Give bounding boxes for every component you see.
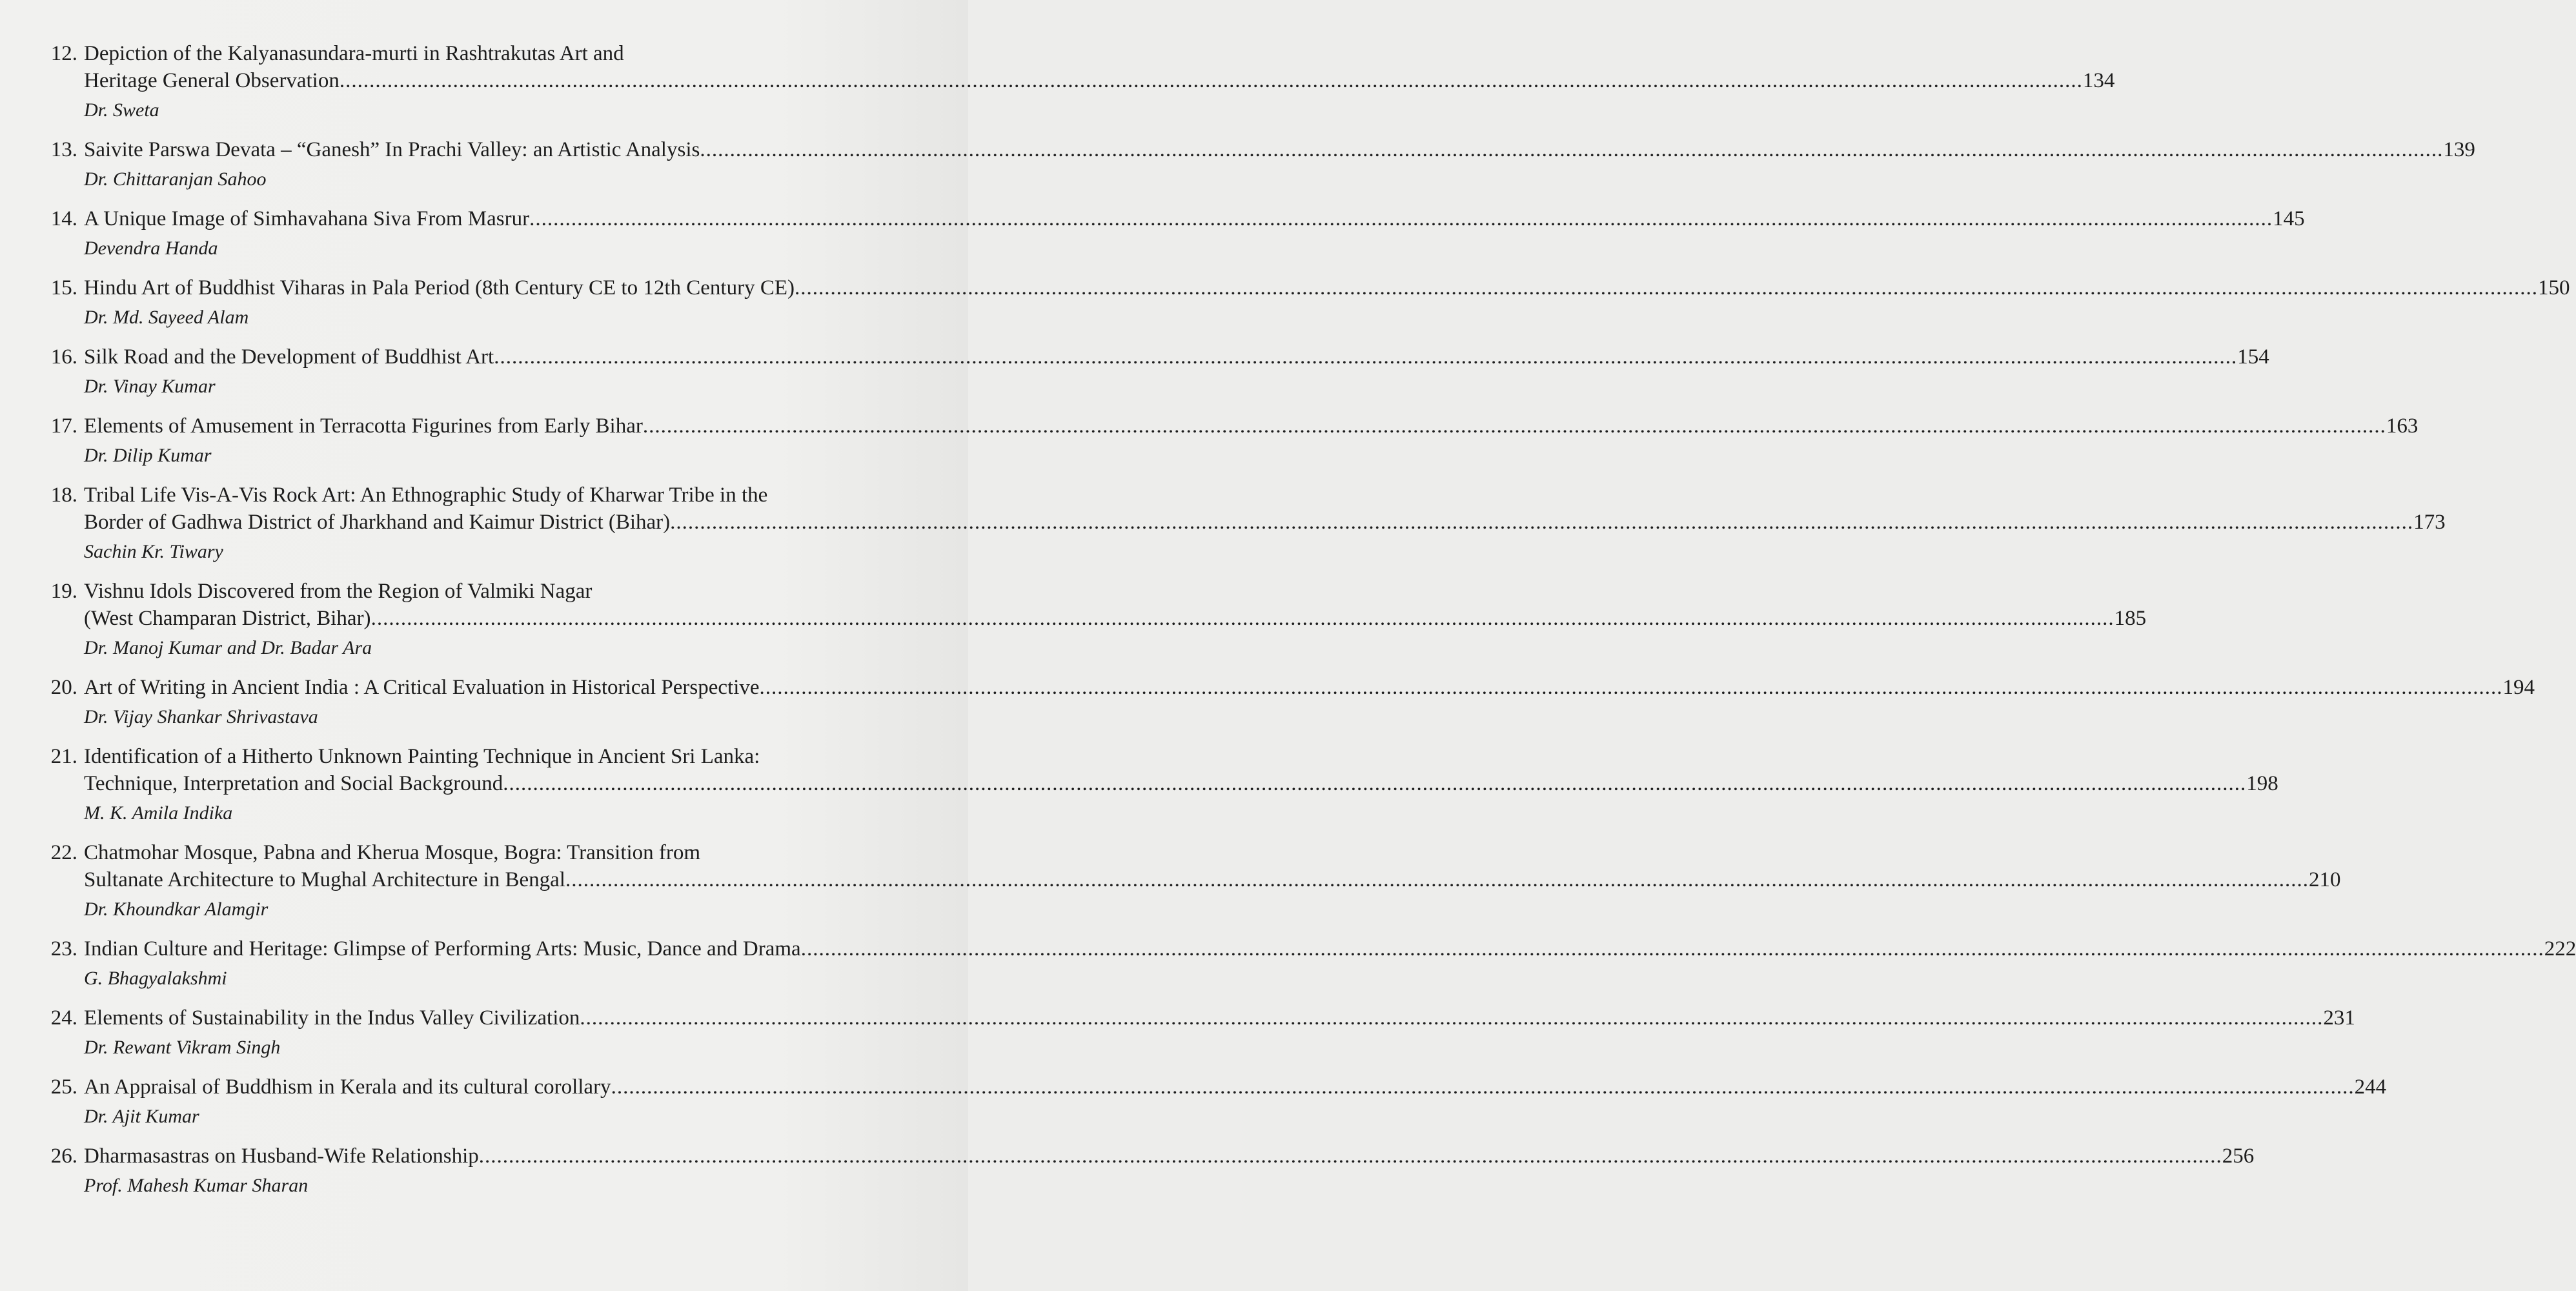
entry-title-last-line <box>84 605 2146 632</box>
entry-body <box>84 40 2115 123</box>
entry-body <box>84 1073 2386 1129</box>
toc-entry <box>37 743 2278 826</box>
entry-body <box>84 482 2446 564</box>
page-number: 198 <box>2246 772 2278 795</box>
entry-title-text: Indian Culture and Heritage: Glimpse of Performing Arts: Music, Dance and Drama <box>84 937 801 961</box>
entry-body <box>84 839 2340 922</box>
entry-author: Dr. Vinay Kumar <box>84 376 216 397</box>
entry-author: Dr. Manoj Kumar and Dr. Badar Ara <box>84 637 372 658</box>
entry-body <box>84 274 2570 330</box>
table-of-contents <box>37 40 2576 1212</box>
toc-entry <box>37 136 2475 192</box>
toc-entry <box>37 482 2446 564</box>
entry-body <box>84 743 2278 826</box>
page-number: 139 <box>2443 138 2475 161</box>
entry-title-text: (West Champaran District, Bihar) <box>84 607 371 630</box>
entry-title-last-line <box>84 509 2446 536</box>
entry-body <box>84 343 2269 399</box>
toc-entry <box>37 205 2305 261</box>
entry-body <box>84 205 2305 261</box>
toc-entry <box>37 1073 2387 1129</box>
entry-title-last-line <box>84 674 2535 701</box>
entry-author: G. Bhagyalakshmi <box>84 968 227 989</box>
entry-number: 22. <box>50 841 77 864</box>
page-number: 134 <box>2082 69 2115 92</box>
entry-number: 12. <box>50 42 77 65</box>
entry-title-text: Silk Road and the Development of Buddhist Art <box>84 345 494 369</box>
entry-title-text: Art of Writing in Ancient India : A Critical Evaluation in Historical Perspective <box>84 676 760 699</box>
entry-body <box>84 412 2418 468</box>
toc-entry <box>37 40 2115 123</box>
entry-author: Dr. Dilip Kumar <box>84 445 212 466</box>
entry-number: 21. <box>50 745 77 768</box>
entry-number: 23. <box>50 937 77 961</box>
page-number: 210 <box>2308 868 2341 891</box>
toc-entry <box>37 1004 2355 1060</box>
toc-entry <box>37 674 2535 729</box>
entry-number: 25. <box>50 1075 77 1099</box>
dot-leader <box>479 1143 2222 1170</box>
entry-number: 16. <box>50 345 77 369</box>
entry-number: 24. <box>50 1006 77 1030</box>
entry-title-line: Chatmohar Mosque, Pabna and Kherua Mosque, Bogra: Transition from <box>84 841 701 864</box>
toc-entry <box>37 274 2570 330</box>
page-number: 145 <box>2273 207 2305 230</box>
toc-entry <box>37 839 2341 922</box>
entry-title-line: Tribal Life Vis-A-Vis Rock Art: An Ethnographic Study of Kharwar Tribe in the <box>84 483 768 507</box>
entry-title-last-line <box>84 1004 2355 1032</box>
entry-author: Dr. Sweta <box>84 99 159 121</box>
entry-title-text: A Unique Image of Simhavahana Siva From Masrur <box>84 207 530 230</box>
entry-author: Dr. Md. Sayeed Alam <box>84 307 249 328</box>
entry-title-text: An Appraisal of Buddhism in Kerala and its cultural corollary <box>84 1075 611 1099</box>
entry-author: Prof. Mahesh Kumar Sharan <box>84 1175 309 1196</box>
entry-title-text: Heritage General Observation <box>84 69 340 92</box>
dot-leader <box>795 274 2538 301</box>
entry-author: Dr. Khoundkar Alamgir <box>84 899 269 920</box>
entry-number: 15. <box>50 276 77 300</box>
page-number: 222 <box>2544 937 2576 961</box>
entry-title-text: Elements of Amusement in Terracotta Figurines from Early Bihar <box>84 414 643 438</box>
entry-title-last-line <box>84 770 2278 797</box>
dot-leader <box>503 770 2246 797</box>
entry-title-line: Vishnu Idols Discovered from the Region of Valmiki Nagar <box>84 580 593 603</box>
entry-title-last-line <box>84 136 2475 163</box>
entry-author: Dr. Rewant Vikram Singh <box>84 1037 281 1058</box>
dot-leader <box>611 1073 2355 1101</box>
dot-leader <box>494 343 2237 371</box>
page-number: 256 <box>2222 1144 2255 1168</box>
entry-author: M. K. Amila Indika <box>84 802 233 824</box>
dot-leader <box>580 1004 2323 1032</box>
entry-title-last-line <box>84 343 2269 371</box>
dot-leader <box>801 935 2544 962</box>
dot-leader <box>340 67 2083 94</box>
page-number: 150 <box>2538 276 2570 300</box>
page-number: 185 <box>2114 607 2147 630</box>
entry-title-text: Elements of Sustainability in the Indus Valley Civilization <box>84 1006 580 1030</box>
entry-title-last-line <box>84 1143 2254 1170</box>
dot-leader <box>529 205 2273 232</box>
entry-title-text: Dharmasastras on Husband-Wife Relationship <box>84 1144 479 1168</box>
entry-title-last-line <box>84 935 2576 962</box>
dot-leader <box>760 674 2503 701</box>
entry-number: 13. <box>50 138 77 161</box>
entry-title-last-line <box>84 67 2115 94</box>
toc-entry <box>37 935 2576 991</box>
entry-title-last-line <box>84 205 2305 232</box>
entry-body <box>84 674 2535 729</box>
entry-number: 20. <box>50 676 77 699</box>
dot-leader <box>371 605 2115 632</box>
page-number: 154 <box>2237 345 2269 369</box>
dot-leader <box>700 136 2443 163</box>
entry-author: Dr. Vijay Shankar Shrivastava <box>84 706 318 727</box>
dot-leader <box>565 866 2309 893</box>
entry-title-text: Technique, Interpretation and Social Background <box>84 772 503 795</box>
entry-body <box>84 1004 2355 1060</box>
entry-number: 14. <box>50 207 77 230</box>
entry-author: Dr. Ajit Kumar <box>84 1106 199 1127</box>
toc-entry <box>37 578 2147 660</box>
entry-title-text: Sultanate Architecture to Mughal Architecture in Bengal <box>84 868 565 891</box>
entry-title-line: Depiction of the Kalyanasundara-murti in Rashtrakutas Art and <box>84 42 624 65</box>
entry-title-last-line <box>84 866 2340 893</box>
entry-body <box>84 1143 2254 1198</box>
entry-title-text: Saivite Parswa Devata – “Ganesh” In Prachi Valley: an Artistic Analysis <box>84 138 700 161</box>
entry-body <box>84 136 2475 192</box>
entry-number: 26. <box>50 1144 77 1168</box>
entry-author: Sachin Kr. Tiwary <box>84 541 223 562</box>
toc-entry <box>37 1143 2255 1198</box>
entry-title-last-line <box>84 274 2570 301</box>
entry-title-last-line <box>84 412 2418 440</box>
entry-number: 18. <box>50 483 77 507</box>
entry-title-text: Border of Gadhwa District of Jharkhand and Kaimur District (Bihar) <box>84 511 671 534</box>
entry-title-text: Hindu Art of Buddhist Viharas in Pala Period (8th Century CE to 12th Century CE) <box>84 276 795 300</box>
entry-title-line: Identification of a Hitherto Unknown Painting Technique in Ancient Sri Lanka: <box>84 745 760 768</box>
toc-entry <box>37 412 2419 468</box>
entry-number: 17. <box>50 414 77 438</box>
page-number: 244 <box>2354 1075 2387 1099</box>
page-number: 231 <box>2323 1006 2355 1030</box>
entry-body <box>84 935 2576 991</box>
page-number: 173 <box>2413 511 2446 534</box>
dot-leader <box>670 509 2413 536</box>
page-number: 194 <box>2502 676 2535 699</box>
entry-author: Dr. Chittaranjan Sahoo <box>84 168 267 190</box>
entry-body <box>84 578 2146 660</box>
toc-entry <box>37 343 2269 399</box>
entry-author: Devendra Handa <box>84 238 218 259</box>
page-number: 163 <box>2386 414 2419 438</box>
entry-title-last-line <box>84 1073 2386 1101</box>
entry-number: 19. <box>50 580 77 603</box>
dot-leader <box>643 412 2386 440</box>
